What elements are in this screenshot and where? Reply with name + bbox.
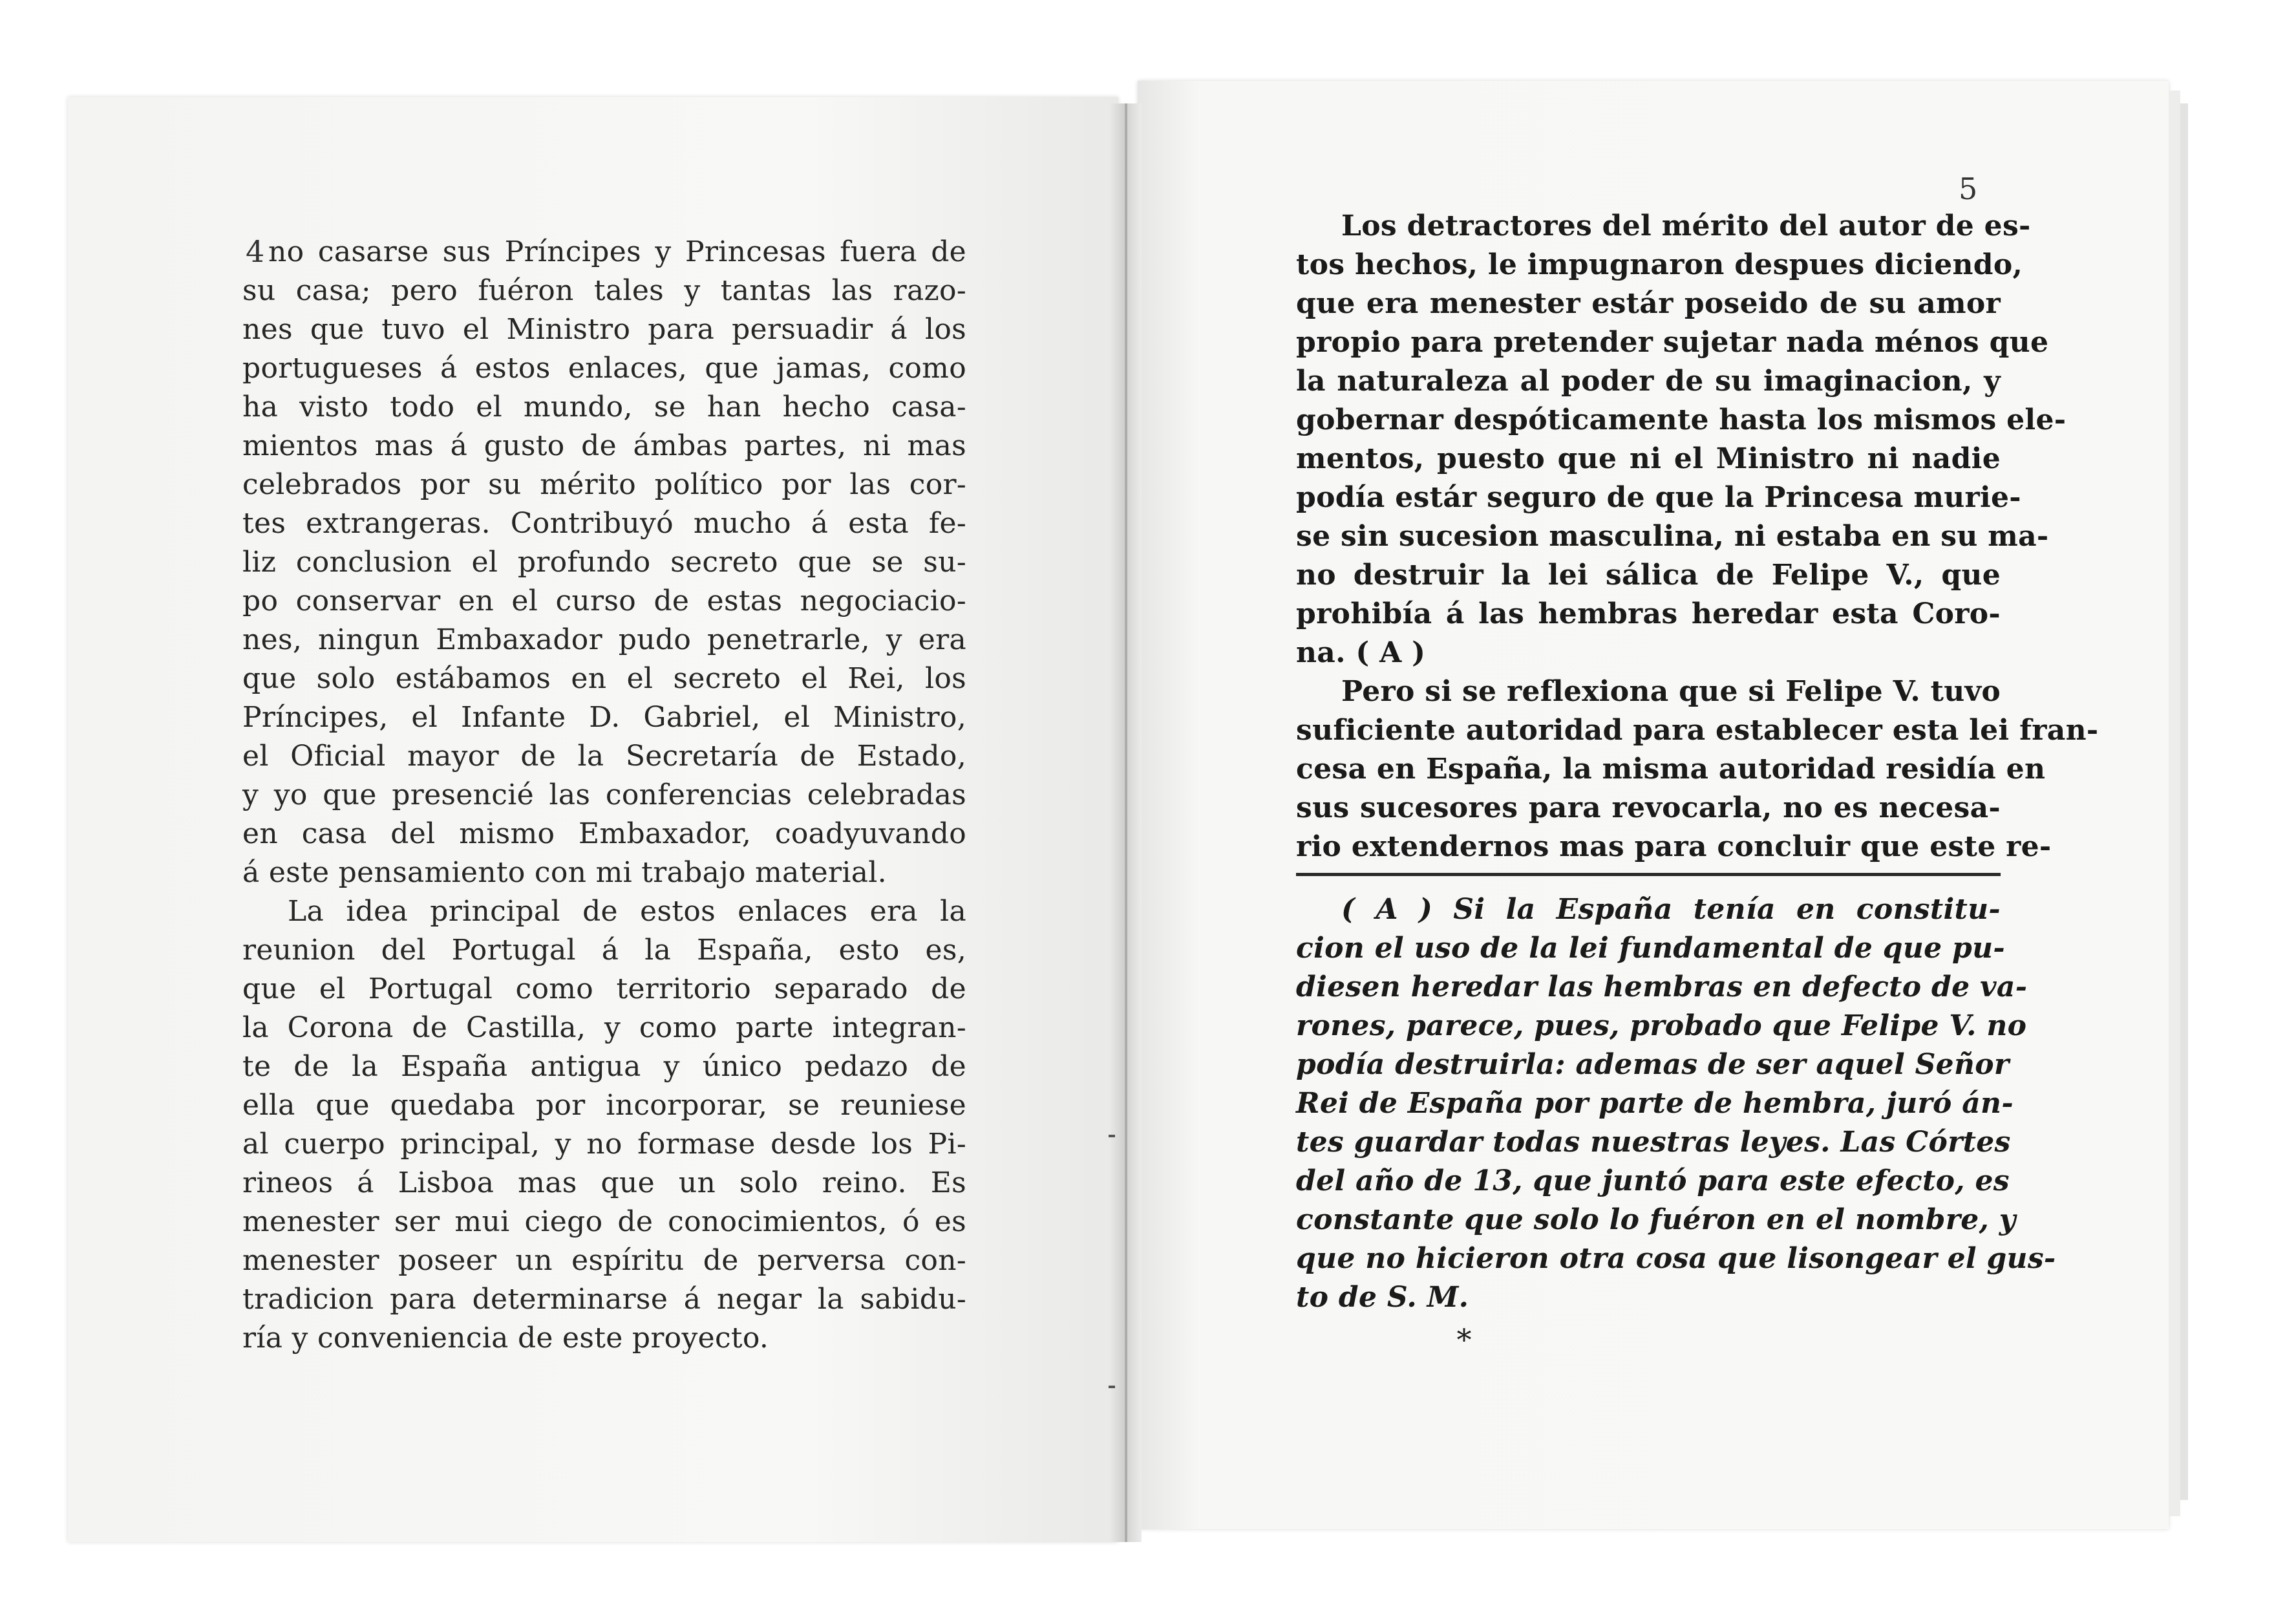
text-line: rio extendernos mas para concluir que este re- — [1296, 830, 2052, 863]
page-edge — [2180, 103, 2188, 1500]
text-line: po conservar en el curso de estas negociacio- — [242, 584, 966, 617]
footnote-line: rones, parece, pues, probado que Felipe V. no — [1296, 1009, 2027, 1042]
text-line: tes extrangeras. Contribuyó mucho á esta fe- — [242, 507, 966, 540]
left-page-number: 4 — [246, 234, 265, 269]
right-page-number: 5 — [1959, 171, 1978, 206]
text-line: menester ser mui ciego de conocimientos, ó es — [242, 1205, 966, 1238]
text-line: menester poseer un espíritu de perversa con- — [242, 1244, 966, 1277]
text-line: nes que tuvo el Ministro para persuadir á los — [242, 313, 966, 346]
right-text-column — [1296, 175, 2099, 1357]
text-line: no destruir la lei sálica de Felipe V., que — [1296, 559, 2001, 592]
text-line: Príncipes, el Infante D. Gabriel, el Ministro, — [242, 701, 966, 734]
page-edge — [2169, 91, 2180, 1516]
footnote-line: diesen heredar las hembras en defecto de va- — [1296, 970, 2028, 1003]
footnote-line: ( A ) Si la España tenía en constitu- — [1341, 893, 2001, 926]
footnote-line: del año de 13, que juntó para este efecto, es — [1296, 1164, 2010, 1197]
text-line: mentos, puesto que ni el Ministro ni nadie — [1296, 442, 2001, 475]
footnote — [1296, 890, 2056, 1317]
left-text-column — [242, 233, 966, 1358]
footnote-line: podía destruirla: ademas de ser aquel Señor — [1296, 1048, 2010, 1081]
text-line: se sin sucesion masculina, ni estaba en su ma- — [1296, 520, 2049, 553]
text-line: al cuerpo principal, y no formase desde los Pi- — [242, 1128, 966, 1161]
book-gutter — [1111, 103, 1142, 1542]
text-line: te de la España antigua y único pedazo de — [242, 1050, 966, 1083]
text-line: portugueses á estos enlaces, que jamas, como — [242, 352, 966, 385]
text-line: rineos á Lisboa mas que un solo reino. Es — [242, 1166, 966, 1199]
text-line: mientos mas á gusto de ámbas partes, ni mas — [242, 429, 966, 462]
text-line: que solo estábamos en el secreto el Rei, los — [242, 662, 966, 695]
text-line: y yo que presencié las conferencias celebradas — [242, 778, 966, 811]
text-line: el Oficial mayor de la Secretaría de Estado, — [242, 740, 966, 773]
text-line: nes, ningun Embaxador pudo penetrarle, y era — [242, 623, 966, 656]
text-line: en casa del mismo Embaxador, coadyuvando — [242, 817, 966, 850]
text-line: celebrados por su mérito político por las cor- — [242, 468, 966, 501]
text-line: tos hechos, le impugnaron despues diciendo, — [1296, 248, 2023, 281]
footnote-line: que no hicieron otra cosa que lisongear el gus- — [1296, 1242, 2056, 1275]
text-line: gobernar despóticamente hasta los mismos ele- — [1296, 403, 2067, 436]
signature-mark: * — [1456, 1322, 1472, 1357]
footnote-line: cion el uso de la lei fundamental de que pu- — [1296, 932, 2005, 965]
text-line: Los detractores del mérito del autor de es- — [1341, 209, 2031, 242]
text-line: prohibía á las hembras heredar esta Coro- — [1296, 597, 2001, 630]
text-line: liz conclusion el profundo secreto que se su- — [242, 546, 966, 579]
text-line: na. ( A ) — [1296, 636, 1426, 669]
binding-thread — [1109, 1135, 1115, 1137]
text-line: suficiente autoridad para establecer esta lei fran- — [1296, 714, 2099, 747]
footnote-line: constante que solo lo fuéron en el nombre, y — [1296, 1203, 2016, 1236]
text-line: ella que quedaba por incorporar, se reuniese — [242, 1089, 966, 1122]
text-line: tradicion para determinarse á negar la sabidu- — [242, 1283, 966, 1316]
text-line: ría y conveniencia de este proyecto. — [242, 1322, 769, 1355]
text-line: sus sucesores para revocarla, no es necesa- — [1296, 791, 2001, 824]
footnote-line: Rei de España por parte de hembra, juró án- — [1296, 1087, 2014, 1120]
text-line: Pero si se reflexiona que si Felipe V. tuvo — [1341, 675, 2001, 708]
text-line: que el Portugal como territorio separado de — [242, 972, 966, 1005]
text-line: que era menester estár poseido de su amor — [1296, 287, 2001, 320]
footnote-line: tes guardar todas nuestras leyes. Las Córtes — [1296, 1126, 2011, 1159]
text-line: la Corona de Castilla, y como parte integran- — [242, 1011, 966, 1044]
footnote-line: to de S. M. — [1296, 1281, 1469, 1314]
text-line: La idea principal de estos enlaces era la — [288, 895, 966, 928]
text-line: la naturaleza al poder de su imaginacion, y — [1296, 365, 2001, 398]
text-line: podía estár seguro de que la Princesa murie- — [1296, 481, 2021, 514]
footnote-rule — [1296, 873, 2001, 876]
text-line: su casa; pero fuéron tales y tantas las razo- — [242, 274, 966, 307]
text-line: cesa en España, la misma autoridad residía en — [1296, 753, 2046, 786]
text-line: no casarse sus Príncipes y Princesas fuera de — [268, 235, 966, 268]
text-line: reunion del Portugal á la España, esto es, — [242, 934, 966, 967]
text-line: ha visto todo el mundo, se han hecho casa- — [242, 391, 966, 423]
text-line: á este pensamiento con mi trabajo material. — [242, 856, 887, 889]
text-line: propio para pretender sujetar nada ménos que — [1296, 326, 2049, 359]
binding-thread — [1109, 1386, 1115, 1388]
